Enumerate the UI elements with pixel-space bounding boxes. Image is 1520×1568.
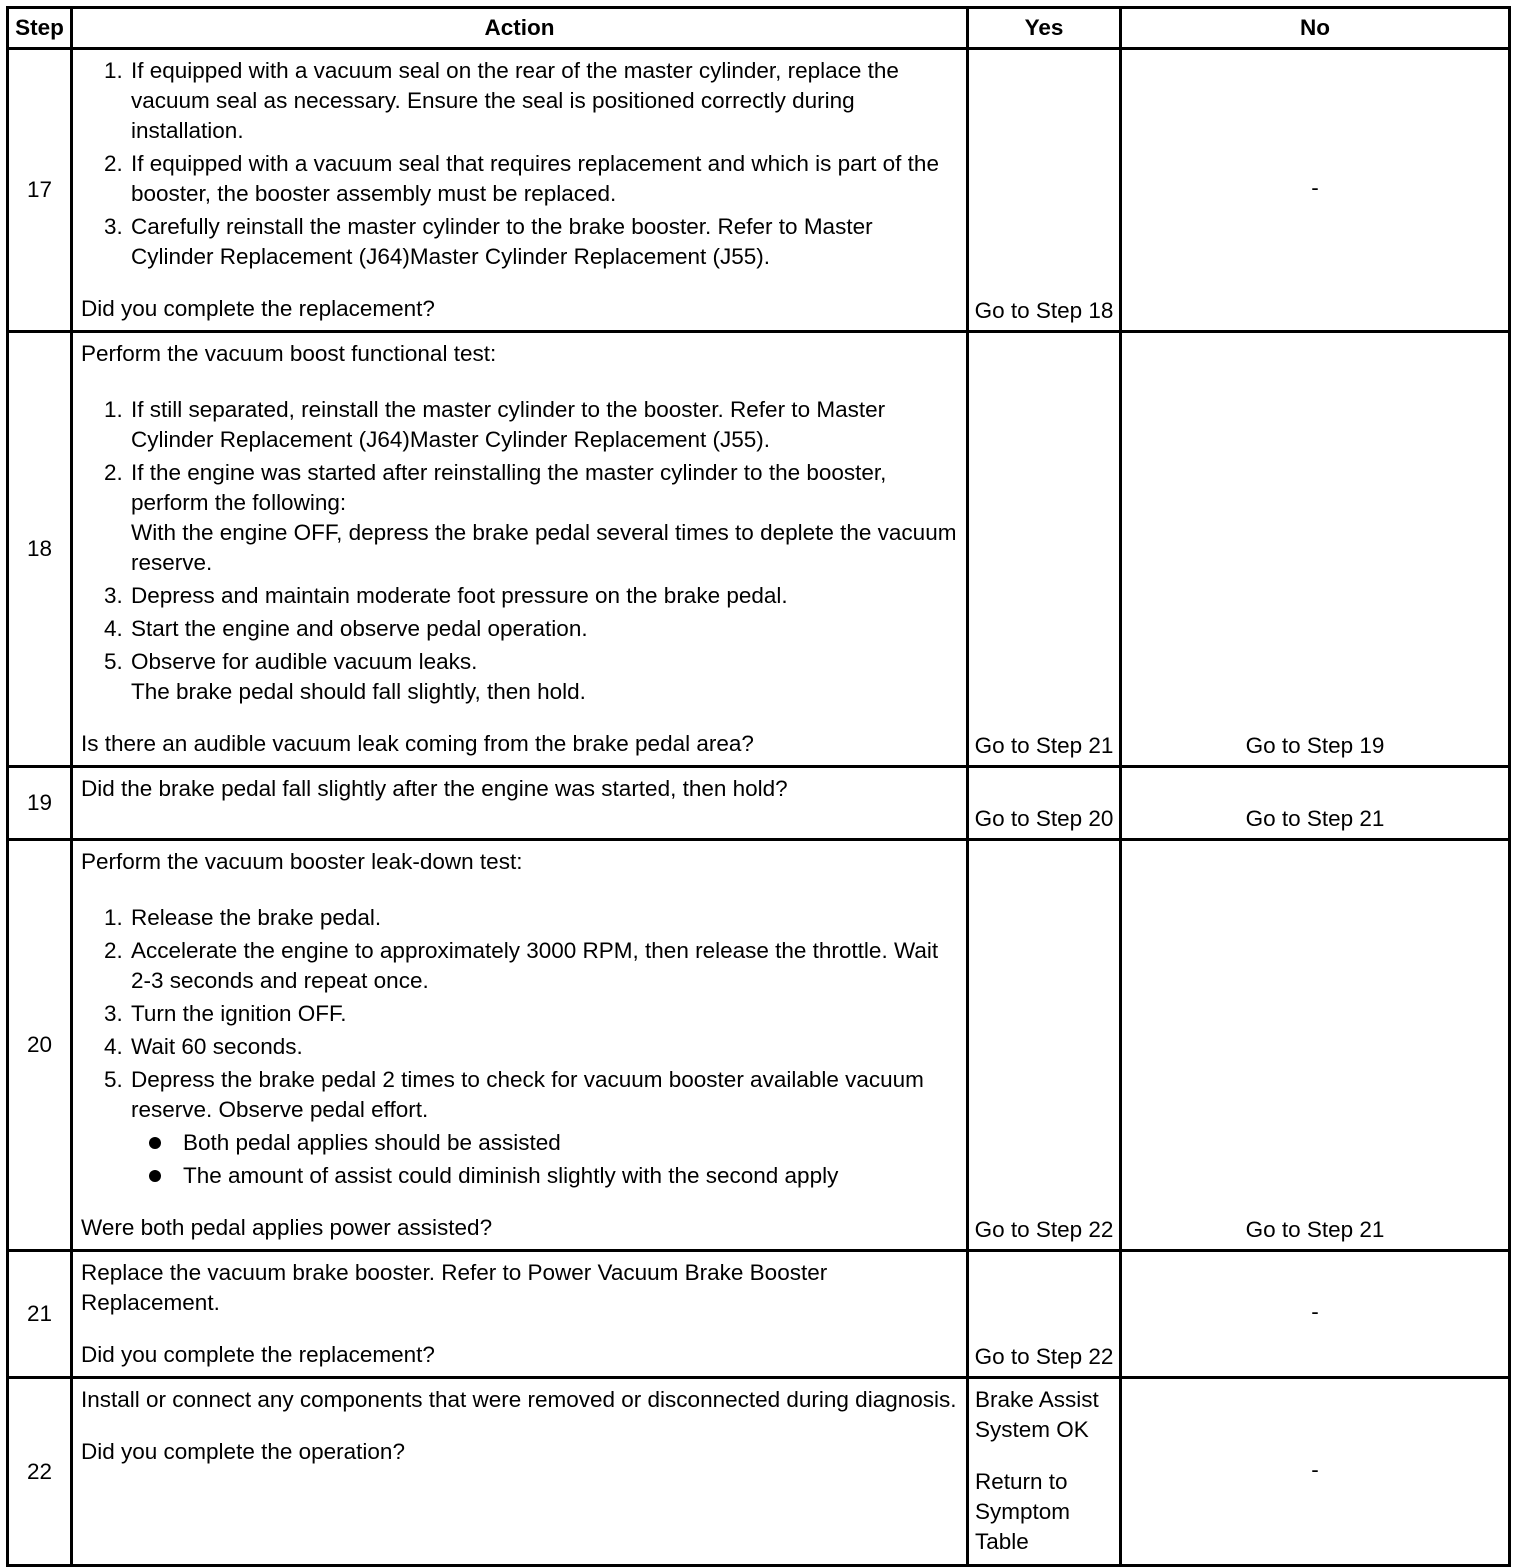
list-item-note: The brake pedal should fall slightly, then hold. xyxy=(131,679,586,704)
action-cell xyxy=(72,767,968,840)
list-item-text: If the engine was started after reinstalling the master cylinder to the booster, perform the following: xyxy=(131,460,887,515)
step-number: 18 xyxy=(8,332,72,767)
intro-text: Install or connect any components that were removed or disconnected during diagnosis. xyxy=(81,1387,957,1412)
table-row xyxy=(8,767,1510,840)
action-cell xyxy=(72,1251,968,1378)
no-cell: Go to Step 21 xyxy=(1121,840,1510,1251)
numbered-list xyxy=(81,56,958,272)
yes-result: Brake Assist System OK xyxy=(975,1387,1099,1442)
no-cell: - xyxy=(1121,1251,1510,1378)
action-cell xyxy=(72,1378,968,1566)
list-item xyxy=(129,647,958,707)
question-text: Did you complete the replacement? xyxy=(81,296,435,321)
no-cell: Go to Step 21 xyxy=(1121,767,1510,840)
action-cell xyxy=(72,49,968,332)
yes-cell xyxy=(968,1378,1121,1566)
table-row xyxy=(8,840,1510,1251)
step-number: 19 xyxy=(8,767,72,840)
table-row xyxy=(8,1251,1510,1378)
bullet-item: The amount of assist could diminish slightly with the second apply xyxy=(181,1161,958,1191)
header-row xyxy=(8,8,1510,49)
yes-cell: Go to Step 20 xyxy=(968,767,1121,840)
list-item: 2. Accelerate the engine to approximately 3000 RPM, then release the throttle. Wait 2-3 seconds and repeat once. xyxy=(129,936,958,996)
action-cell xyxy=(72,840,968,1251)
list-item: 3. Turn the ignition OFF. xyxy=(129,999,958,1029)
table-row xyxy=(8,332,1510,767)
yes-cell: Go to Step 18 xyxy=(968,49,1121,332)
list-item: 4. Wait 60 seconds. xyxy=(129,1032,958,1062)
bullet-list xyxy=(131,1128,958,1191)
step-number: 21 xyxy=(8,1251,72,1378)
step-number: 22 xyxy=(8,1378,72,1566)
yes-return: Return to Symptom Table xyxy=(975,1469,1071,1554)
action-cell xyxy=(72,332,968,767)
header-action: Action xyxy=(72,8,968,49)
numbered-list xyxy=(81,395,958,707)
list-item: 4. Start the engine and observe pedal operation. xyxy=(129,614,958,644)
yes-cell: Go to Step 22 xyxy=(968,1251,1121,1378)
yes-cell: Go to Step 22 xyxy=(968,840,1121,1251)
list-item: 2. If equipped with a vacuum seal that requires replacement and which is part of the booster, the booster assembly must be replaced. xyxy=(129,149,958,209)
intro-text: Perform the vacuum booster leak-down test: xyxy=(81,849,523,874)
diagnostic-table xyxy=(6,6,1511,1567)
list-item: 3. Depress and maintain moderate foot pressure on the brake pedal. xyxy=(129,581,958,611)
list-item xyxy=(129,458,958,578)
table-row xyxy=(8,1378,1510,1566)
yes-cell: Go to Step 21 xyxy=(968,332,1121,767)
list-item-note: With the engine OFF, depress the brake pedal several times to deplete the vacuum reserve. xyxy=(131,520,957,575)
list-item: 1. If equipped with a vacuum seal on the rear of the master cylinder, replace the vacuum seal as necessary. Ensure the seal is positioned correctly during installation. xyxy=(129,56,958,146)
question-text: Is there an audible vacuum leak coming from the brake pedal area? xyxy=(81,731,754,756)
intro-text: Replace the vacuum brake booster. Refer to Power Vacuum Brake Booster Replacement. xyxy=(81,1260,828,1315)
header-yes: Yes xyxy=(968,8,1121,49)
list-item: 1. If still separated, reinstall the master cylinder to the booster. Refer to Master Cylinder Replacement (J64)Master Cylinder Replacement (J55). xyxy=(129,395,958,455)
list-item: 1. Release the brake pedal. xyxy=(129,903,958,933)
question-text: Were both pedal applies power assisted? xyxy=(81,1215,493,1240)
list-item-text: Depress the brake pedal 2 times to check for vacuum booster available vacuum reserve. Observe pedal effort. xyxy=(131,1067,924,1122)
intro-text: Perform the vacuum boost functional test: xyxy=(81,341,497,366)
numbered-list xyxy=(81,903,958,1191)
list-item-text: Observe for audible vacuum leaks. xyxy=(131,649,478,674)
step-number: 20 xyxy=(8,840,72,1251)
no-cell: - xyxy=(1121,49,1510,332)
no-cell: - xyxy=(1121,1378,1510,1566)
list-item: 3. Carefully reinstall the master cylinder to the brake booster. Refer to Master Cylinder Replacement (J64)Master Cylinder Replacement (J55). xyxy=(129,212,958,272)
no-cell: Go to Step 19 xyxy=(1121,332,1510,767)
header-step: Step xyxy=(8,8,72,49)
table-row xyxy=(8,49,1510,332)
question-text: Did the brake pedal fall slightly after the engine was started, then hold? xyxy=(81,776,788,801)
question-text: Did you complete the replacement? xyxy=(81,1342,435,1367)
bullet-item: Both pedal applies should be assisted xyxy=(181,1128,958,1158)
header-no: No xyxy=(1121,8,1510,49)
list-item xyxy=(129,1065,958,1191)
step-number: 17 xyxy=(8,49,72,332)
question-text: Did you complete the operation? xyxy=(81,1439,405,1464)
